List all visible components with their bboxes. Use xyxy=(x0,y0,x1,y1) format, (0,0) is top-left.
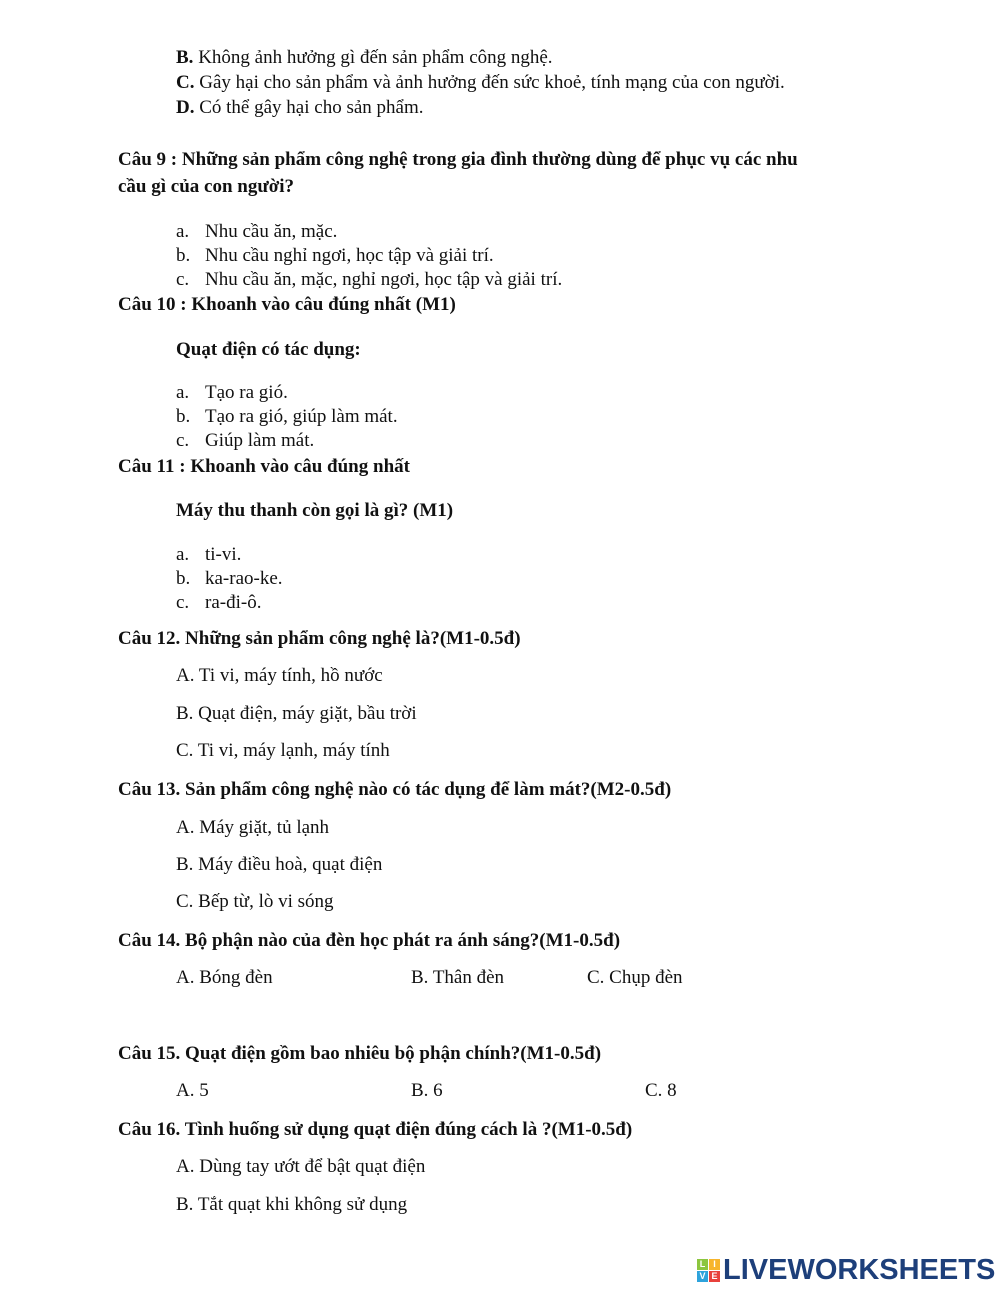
option-text: Giúp làm mát. xyxy=(205,430,315,451)
q13-option-c[interactable]: C. Bếp từ, lò vi sóng xyxy=(176,891,334,912)
q13-title: Câu 13. Sản phẩm công nghệ nào có tác dụng để làm mát?(M2-0.5đ) xyxy=(118,779,672,800)
q11-option-a[interactable] xyxy=(176,544,241,566)
q14-option-a[interactable]: A. Bóng đèn xyxy=(176,967,273,988)
q11-option-c[interactable] xyxy=(176,592,261,614)
q11-title: Câu 11 : Khoanh vào câu đúng nhất xyxy=(118,456,410,477)
q16-option-b[interactable]: B. Tắt quạt khi không sử dụng xyxy=(176,1194,408,1215)
q12-option-a[interactable]: A. Ti vi, máy tính, hồ nước xyxy=(176,665,383,686)
q9-title: Câu 9 : Những sản phẩm công nghệ trong gia đình thường dùng để phục vụ các nhu xyxy=(118,149,798,170)
q11-subtitle: Máy thu thanh còn gọi là gì? (M1) xyxy=(176,500,454,521)
option-text: Tạo ra gió. xyxy=(205,382,288,403)
q9-title-cont: cầu gì của con người? xyxy=(118,176,295,197)
q9-option-c[interactable] xyxy=(176,269,562,291)
option-text: Không ảnh hưởng gì đến sản phẩm công nghệ. xyxy=(198,47,553,68)
logo-letter: V xyxy=(697,1271,708,1282)
option-label: b. xyxy=(176,245,191,266)
logo-letter: E xyxy=(709,1271,720,1282)
q16-title: Câu 16. Tình huống sử dụng quạt điện đúng cách là ?(M1-0.5đ) xyxy=(118,1119,633,1140)
option-label: b. xyxy=(176,406,191,427)
option-label: a. xyxy=(176,382,190,403)
q13-option-a[interactable]: A. Máy giặt, tủ lạnh xyxy=(176,817,330,838)
option-label: a. xyxy=(176,221,190,242)
option-label: c. xyxy=(176,592,190,613)
q14-title: Câu 14. Bộ phận nào của đèn học phát ra ánh sáng?(M1-0.5đ) xyxy=(118,930,621,951)
option-label: C. xyxy=(176,72,195,93)
q12-title: Câu 12. Những sản phẩm công nghệ là?(M1-0.5đ) xyxy=(118,628,521,649)
option-label: D. xyxy=(176,97,195,118)
q10-option-b[interactable] xyxy=(176,406,398,428)
q14-option-c[interactable]: C. Chụp đèn xyxy=(587,967,683,988)
q8-option-c[interactable] xyxy=(176,72,785,94)
q13-option-b[interactable]: B. Máy điều hoà, quạt điện xyxy=(176,854,383,875)
q10-option-c[interactable] xyxy=(176,430,314,452)
q15-option-c[interactable]: C. 8 xyxy=(645,1080,677,1101)
option-text: Nhu cầu ăn, mặc, nghỉ ngơi, học tập và giải trí. xyxy=(205,269,563,290)
q12-option-c[interactable]: C. Ti vi, máy lạnh, máy tính xyxy=(176,740,390,761)
logo-letter: I xyxy=(709,1259,720,1270)
q9-option-b[interactable] xyxy=(176,245,494,267)
q8-option-d[interactable] xyxy=(176,97,424,119)
q10-option-a[interactable] xyxy=(176,382,288,404)
logo-cube-icon xyxy=(697,1259,720,1282)
q11-option-b[interactable] xyxy=(176,568,283,590)
q15-title: Câu 15. Quạt điện gồm bao nhiêu bộ phận chính?(M1-0.5đ) xyxy=(118,1043,602,1064)
option-text: ka-rao-ke. xyxy=(205,568,283,589)
option-label: b. xyxy=(176,568,191,589)
option-text: Tạo ra gió, giúp làm mát. xyxy=(205,406,398,427)
q8-option-b[interactable] xyxy=(176,47,553,69)
option-label: c. xyxy=(176,269,190,290)
q10-title: Câu 10 : Khoanh vào câu đúng nhất (M1) xyxy=(118,294,456,315)
option-text: Nhu cầu nghỉ ngơi, học tập và giải trí. xyxy=(205,245,494,266)
q14-option-b[interactable]: B. Thân đèn xyxy=(411,967,505,988)
liveworksheets-logo xyxy=(697,1254,995,1287)
option-label: a. xyxy=(176,544,190,565)
option-label: B. xyxy=(176,47,194,68)
option-text: ti-vi. xyxy=(205,544,242,565)
option-text: Nhu cầu ăn, mặc. xyxy=(205,221,338,242)
logo-text: LIVEWORKSHEETS xyxy=(723,1254,996,1286)
q16-option-a[interactable]: A. Dùng tay ướt để bật quạt điện xyxy=(176,1156,426,1177)
option-text: ra-đi-ô. xyxy=(205,592,262,613)
option-label: c. xyxy=(176,430,190,451)
option-text: Có thể gây hại cho sản phẩm. xyxy=(199,97,424,118)
logo-letter: L xyxy=(697,1259,708,1270)
q10-subtitle: Quạt điện có tác dụng: xyxy=(176,339,361,360)
q12-option-b[interactable]: B. Quạt điện, máy giặt, bầu trời xyxy=(176,703,417,724)
q15-option-b[interactable]: B. 6 xyxy=(411,1080,443,1101)
option-text: Gây hại cho sản phẩm và ảnh hưởng đến sức khoẻ, tính mạng của con người. xyxy=(199,72,785,93)
q9-option-a[interactable] xyxy=(176,221,337,243)
q15-option-a[interactable]: A. 5 xyxy=(176,1080,209,1101)
